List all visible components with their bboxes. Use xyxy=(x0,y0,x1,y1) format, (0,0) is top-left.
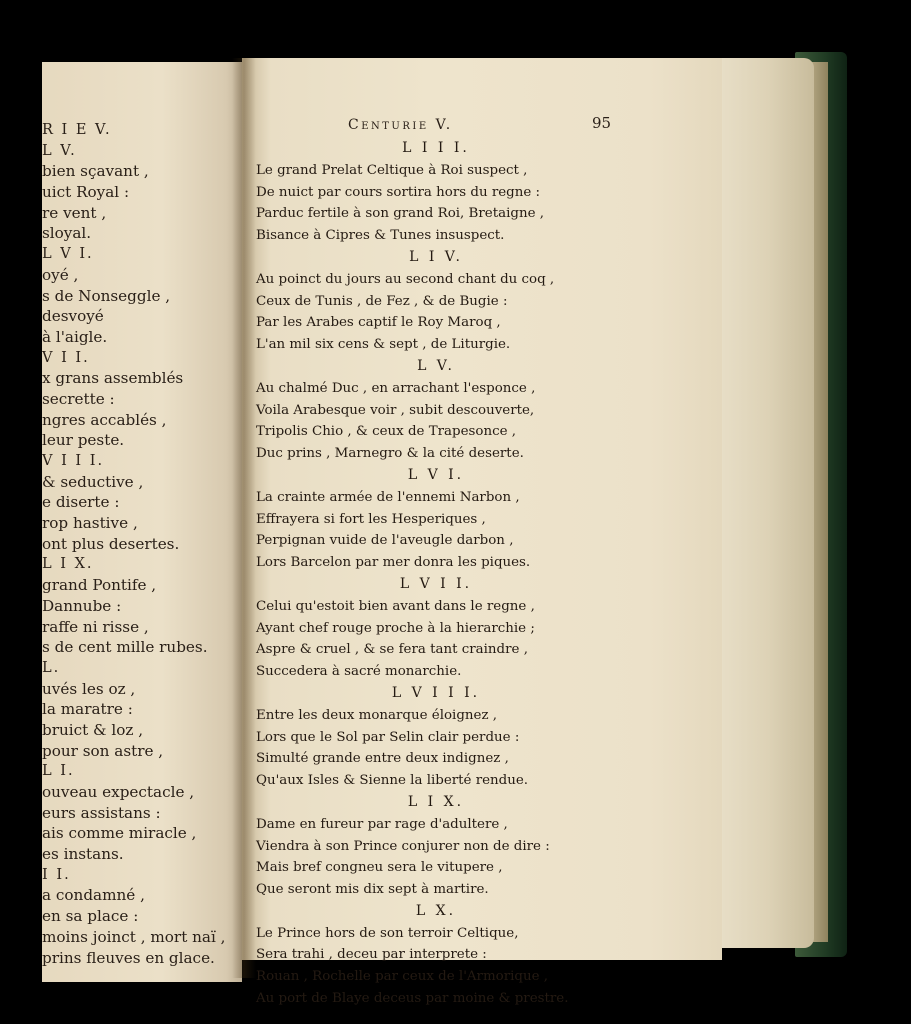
verse-line: Duc prins , Marnegro & la cité deserte. xyxy=(256,446,524,462)
verse-line: Le grand Prelat Celtique à Roi suspect , xyxy=(256,162,528,178)
left-verse-line: sloyal. xyxy=(42,224,92,243)
left-verse-line: bruict & loz , xyxy=(42,720,144,739)
verse-line: Le Prince hors de son terroir Celtique, xyxy=(256,925,519,941)
verse-line: Sera trahi , deceu par interprete : xyxy=(256,947,487,963)
verse-line: Simulté grande entre deux indignez , xyxy=(256,751,509,767)
verse-line: Au poinct du jours au second chant du coq , xyxy=(256,271,555,287)
verse-line: Viendra à son Prince conjurer non de dire : xyxy=(256,838,550,854)
verse-line: Rouan , Rochelle par ceux de l'Armorique , xyxy=(256,969,549,985)
verse-line: Par les Arabes captif le Roy Maroq , xyxy=(256,315,501,331)
verse-line: Lors Barcelon par mer donra les piques. xyxy=(256,555,531,571)
stanza-number: L V I I. xyxy=(399,575,473,592)
quatrain xyxy=(256,683,596,792)
left-verse-line: secrette : xyxy=(42,389,115,408)
left-verse-line: s de cent mille rubes. xyxy=(42,638,208,657)
verse-line: L'an mil six cens & sept , de Liturgie. xyxy=(256,337,511,353)
quatrain xyxy=(256,901,596,1010)
right-page-text xyxy=(256,138,596,1010)
verse-line: Perpignan vuide de l'aveugle darbon , xyxy=(256,533,514,549)
left-stanza-number: V I I I. xyxy=(42,453,105,469)
verse-line: Lors que le Sol par Selin clair perdue : xyxy=(256,729,520,745)
verse-line: Ayant chef rouge proche à la hierarchie ; xyxy=(256,620,535,636)
left-verse-line: en sa place : xyxy=(42,907,139,926)
running-head: Centurie V. xyxy=(348,117,453,133)
left-verse-line: re vent , xyxy=(42,203,107,222)
left-verse-line: grand Pontife , xyxy=(42,576,157,595)
left-verse-line: a condamné , xyxy=(42,886,145,905)
quatrain xyxy=(256,574,596,683)
left-verse-line: uict Royal : xyxy=(42,183,130,202)
left-verse-line: la maratre : xyxy=(42,700,133,719)
verse-line: Succedera à sacré monarchie. xyxy=(256,664,462,680)
stanza-number: L I V. xyxy=(409,248,463,265)
quatrain xyxy=(256,792,596,901)
verse-line: Tripolis Chio , & ceux de Trapesonce , xyxy=(256,424,517,440)
stanza-number: L V I. xyxy=(407,466,465,483)
left-verse-line: pour son astre , xyxy=(42,741,164,760)
stanza-number: L V. xyxy=(417,357,455,374)
verse-line: Aspre & cruel , & se fera tant craindre , xyxy=(256,642,528,658)
left-verse-line: ngres accablés , xyxy=(42,410,167,429)
left-verse-line: prins fleuves en glace. xyxy=(42,948,215,967)
verse-line: Au port de Blaye deceus par moine & prestre. xyxy=(256,991,569,1007)
left-verse-line: eurs assistans : xyxy=(42,803,161,822)
left-stanza-number: I I. xyxy=(42,866,71,883)
left-verse-line: rop hastive , xyxy=(42,514,138,533)
stanza-number: L I X. xyxy=(407,793,465,810)
left-stanza-number: R I E V. xyxy=(42,122,112,138)
left-verse-line: bien sçavant , xyxy=(42,162,149,181)
left-stanza-number: L V. xyxy=(42,142,77,159)
left-page-text xyxy=(42,120,238,967)
verse-line: La crainte armée de l'ennemi Narbon , xyxy=(256,489,520,505)
left-stanza-number: L I X. xyxy=(42,556,94,573)
quatrain xyxy=(256,247,596,356)
left-verse-line: Dannube : xyxy=(42,596,122,615)
left-verse-line: raffe ni risse , xyxy=(42,617,149,636)
left-stanza-number: L. xyxy=(42,659,61,676)
left-verse-line: uvés les oz , xyxy=(42,679,136,698)
page-number: 95 xyxy=(592,114,612,132)
verse-line: Mais bref congneu sera le vitupere , xyxy=(256,860,503,876)
verse-line: Au chalmé Duc , en arrachant l'esponce , xyxy=(256,380,536,396)
left-verse-line: x grans assemblés xyxy=(42,369,184,388)
verse-line: Dame en fureur par rage d'adultere , xyxy=(256,816,508,832)
left-verse-line: e diserte : xyxy=(42,493,120,512)
stanza-number: L V I I I. xyxy=(391,684,481,701)
left-stanza-number: V I I. xyxy=(42,349,90,366)
verse-line: De nuict par cours sortira hors du regne : xyxy=(256,184,541,200)
left-verse-line: leur peste. xyxy=(42,431,125,450)
stanza-number: L X. xyxy=(415,902,457,919)
left-verse-line: ont plus desertes. xyxy=(42,534,180,553)
left-verse-line: & seductive , xyxy=(42,472,144,491)
left-stanza-number: L V I. xyxy=(42,246,94,263)
verse-line: Entre les deux monarque éloignez , xyxy=(256,707,498,723)
left-verse-line: s de Nonseggle , xyxy=(42,286,171,305)
page-stack-edge xyxy=(712,58,814,948)
verse-line: Qu'aux Isles & Sienne la liberté rendue. xyxy=(256,773,529,789)
verse-line: Celui qu'estoit bien avant dans le regne , xyxy=(256,598,535,614)
left-verse-line: à l'aigle. xyxy=(42,327,108,346)
left-verse-line: moins joinct , mort naï , xyxy=(42,927,226,946)
verse-line: Que seront mis dix sept à martire. xyxy=(256,882,489,898)
left-verse-line: es instans. xyxy=(42,845,124,864)
quatrain xyxy=(256,465,596,574)
left-verse-line: oyé , xyxy=(42,265,79,284)
verse-line: Parduc fertile à son grand Roi, Bretaigne , xyxy=(256,206,545,222)
left-verse-line: ais comme miracle , xyxy=(42,824,197,843)
verse-line: Bisance à Cipres & Tunes insuspect. xyxy=(256,228,505,244)
left-verse-line: ouveau expectacle , xyxy=(42,783,195,801)
left-stanza-number: L I. xyxy=(42,763,75,780)
quatrain xyxy=(256,138,596,247)
quatrain xyxy=(256,356,596,465)
verse-line: Effrayera si fort les Hesperiques , xyxy=(256,511,486,527)
verse-line: Voila Arabesque voir , subit descouverte, xyxy=(256,402,535,418)
verse-line: Ceux de Tunis , de Fez , & de Bugie : xyxy=(256,293,508,309)
left-verse-line: desvoyé xyxy=(42,307,104,326)
stanza-number: L I I I. xyxy=(402,140,470,156)
